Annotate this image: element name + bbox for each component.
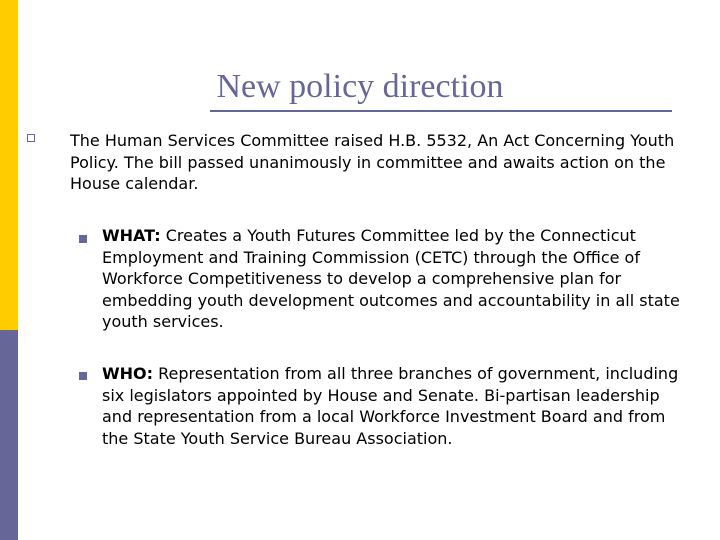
sub-bullet-what [102,225,687,333]
sub-bullet-text: Creates a Youth Futures Committee led by the Connecticut Employment and Training Commission (CETC) through the Office of Workforce Competitiveness to develop a comprehensive plan for embedding youth development outcomes and accountability in all state youth services. [102,226,680,331]
title-underline [210,110,672,112]
sub-bullet-label: WHO: [102,364,154,383]
hollow-square-bullet-icon [27,134,35,142]
sub-bullet-label: WHAT: [102,226,161,245]
sub-bullet-who [102,363,687,449]
left-accent-stripe-yellow [0,0,18,330]
filled-square-bullet-icon [79,372,87,380]
slide-title: New policy direction [216,68,504,105]
sub-bullet-text: Representation from all three branches of government, including six legislators appointed by House and Senate. Bi-partisan leadership and representation from a local Workforce Investment Board and from the State Youth Service Bureau Association. [102,364,679,448]
main-bullet-text: The Human Services Committee raised H.B. 5532, An Act Concerning Youth Policy. The bill passed unanimously in committee and awaits action on the House calendar. [70,131,675,193]
left-accent-stripe-purple [0,330,18,540]
filled-square-bullet-icon [79,235,87,243]
